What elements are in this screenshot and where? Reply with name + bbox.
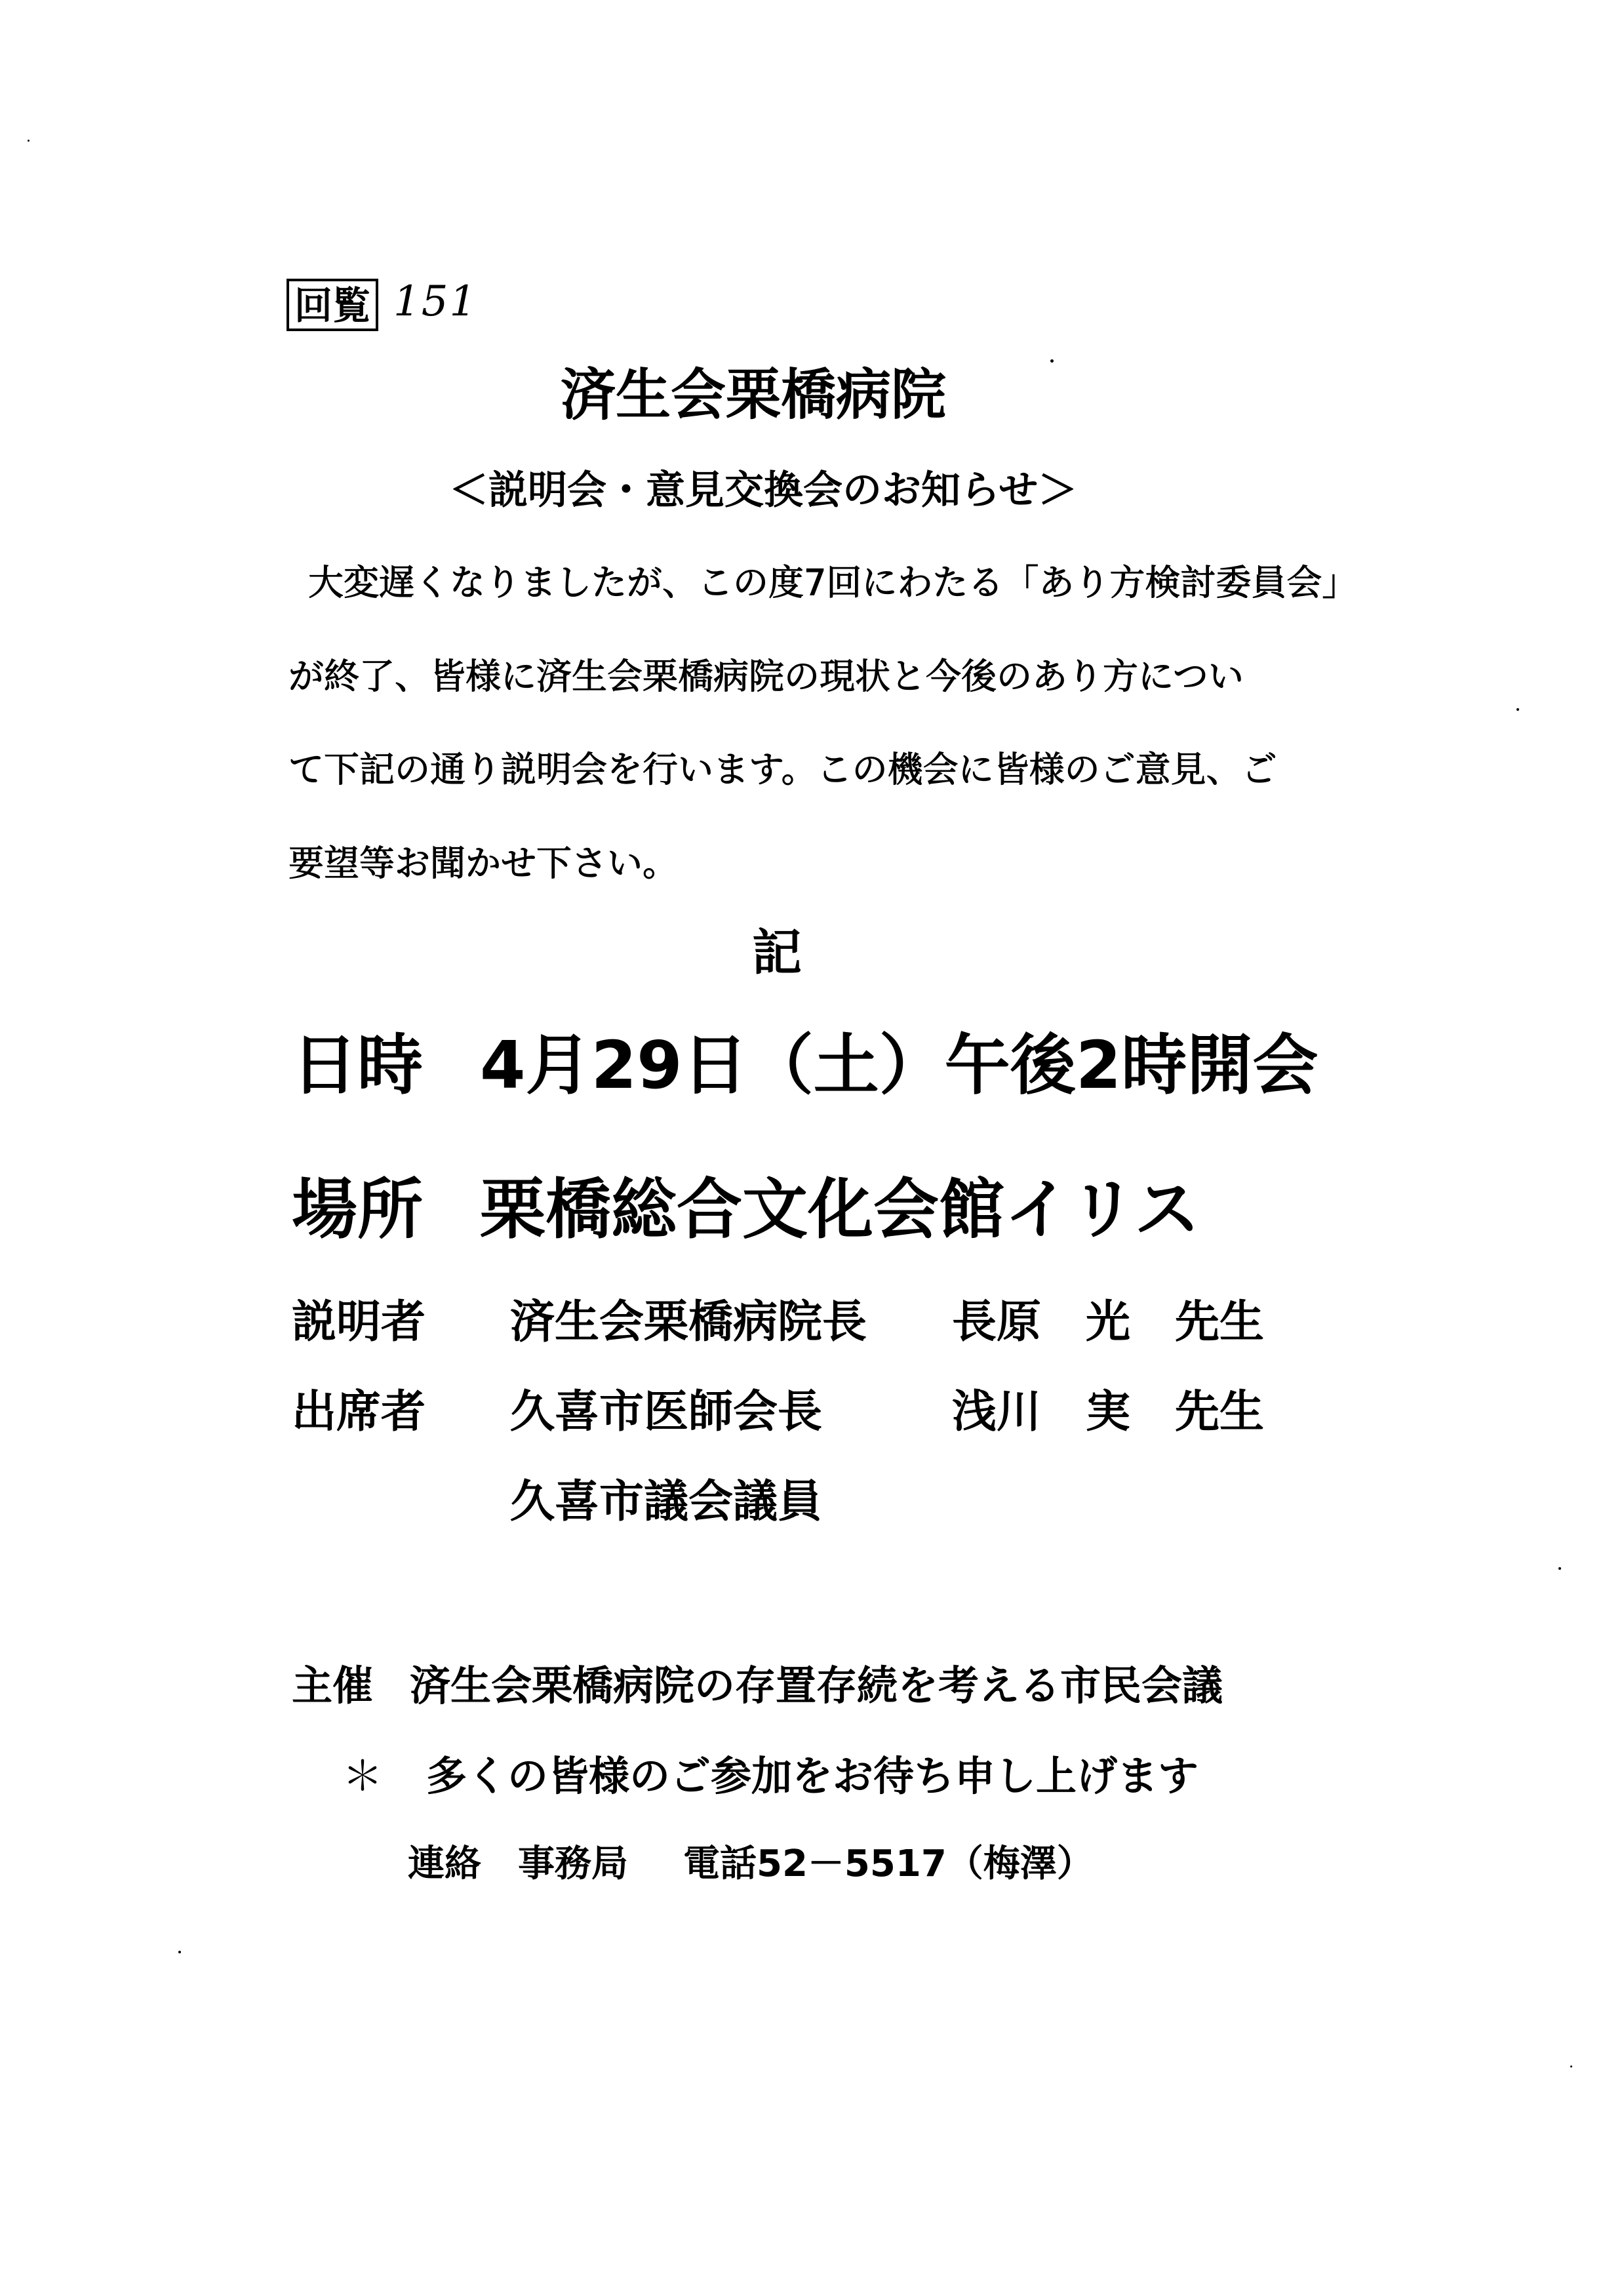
body-line-2: が終了、皆様に済生会栗橋病院の現状と今後のあり方につい bbox=[288, 656, 1244, 697]
attendees-label: 出席者 bbox=[292, 1386, 426, 1438]
presenter-name: 長原 光 先生 bbox=[952, 1296, 1265, 1348]
document-subtitle: ＜説明会・意見交換会のお知らせ＞ bbox=[449, 468, 1078, 513]
contact-row bbox=[408, 1843, 1094, 1885]
circulation-stamp: 回覧 bbox=[287, 279, 378, 331]
date-value: 4月29日（土）午後2時開会 bbox=[480, 1027, 1318, 1104]
ki-heading: 記 bbox=[752, 923, 802, 982]
presenter-title: 済生会栗橋病院長 bbox=[510, 1296, 867, 1348]
scan-speck bbox=[1558, 1567, 1561, 1570]
scan-speck bbox=[1516, 708, 1519, 711]
date-label: 日時 bbox=[292, 1027, 423, 1104]
scan-speck bbox=[178, 1951, 181, 1953]
attendee-name-1: 浅川 実 先生 bbox=[952, 1386, 1265, 1438]
attendee-title-2: 久喜市議会議員 bbox=[510, 1476, 823, 1528]
place-value: 栗橋総合文化会館イリス bbox=[480, 1171, 1200, 1248]
contact-office: 事務局 bbox=[518, 1843, 628, 1885]
scan-speck bbox=[1570, 2066, 1572, 2067]
place-label: 場所 bbox=[292, 1171, 423, 1248]
handwritten-circulation-number: 151 bbox=[393, 277, 478, 326]
date-row bbox=[292, 1027, 1318, 1104]
contact-label: 連絡 bbox=[408, 1843, 481, 1885]
document-title: 済生会栗橋病院 bbox=[561, 363, 947, 427]
scan-speck bbox=[1050, 359, 1054, 363]
place-row bbox=[292, 1171, 1200, 1248]
note-text: 多くの皆様のご参加をお待ち申し上げます bbox=[426, 1752, 1199, 1800]
body-line-4: 要望等お聞かせ下さい。 bbox=[288, 843, 678, 884]
note-row bbox=[342, 1752, 1199, 1800]
scan-speck bbox=[28, 140, 30, 142]
attendee-title-1: 久喜市医師会長 bbox=[510, 1386, 823, 1438]
body-line-1: 大変遅くなりましたが、この度7回にわたる「あり方検討委員会」 bbox=[308, 562, 1358, 603]
body-line-3: て下記の通り説明会を行います。この機会に皆様のご意見、ご bbox=[288, 749, 1277, 790]
contact-phone: 電話52－5517（梅澤） bbox=[683, 1843, 1094, 1885]
asterisk-mark: ＊ bbox=[342, 1752, 384, 1800]
host-value: 済生会栗橋病院の存置存続を考える市民会議 bbox=[410, 1662, 1223, 1709]
host-row bbox=[292, 1662, 1223, 1709]
host-label: 主催 bbox=[292, 1662, 374, 1709]
presenter-label: 説明者 bbox=[292, 1296, 426, 1348]
